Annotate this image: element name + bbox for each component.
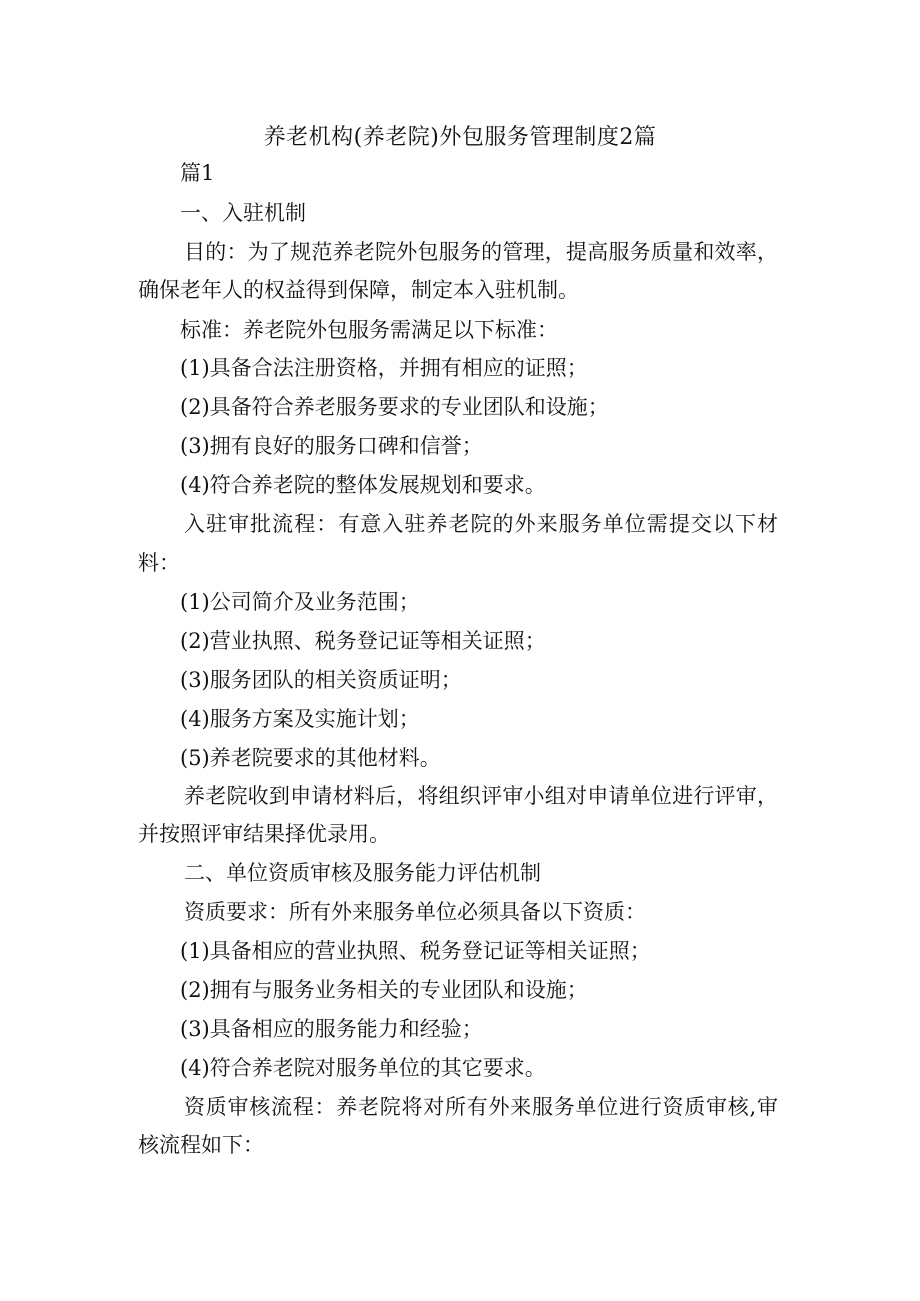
- approval-paragraph-line1: 入驻审批流程：有意入驻养老院的外来服务单位需提交以下材: [184, 512, 778, 536]
- purpose-paragraph-line2: 确保老年人的权益得到保障，制定本入驻机制。: [138, 278, 579, 302]
- requirement-item: (2)拥有与服务业务相关的专业团队和设施；: [180, 978, 588, 1002]
- audit-paragraph-line2: 核流程如下：: [138, 1133, 264, 1157]
- requirement-item: (1)具备相应的营业执照、税务登记证等相关证照；: [180, 939, 651, 963]
- review-paragraph-line2: 并按照评审结果择优录用。: [138, 822, 390, 846]
- requirement-item: (3)具备相应的服务能力和经验；: [180, 1017, 483, 1041]
- requirement-intro: 资质要求：所有外来服务单位必须具备以下资质：: [184, 900, 646, 924]
- material-item: (5)养老院要求的其他材料。: [180, 746, 441, 770]
- requirement-item: (4)符合养老院对服务单位的其它要求。: [180, 1056, 546, 1080]
- audit-paragraph-line1: 资质审核流程：养老院将对所有外来服务单位进行资质审核,审: [184, 1095, 778, 1119]
- material-item: (2)营业执照、税务登记证等相关证照；: [180, 629, 546, 653]
- material-item: (1)公司简介及业务范围；: [180, 590, 420, 614]
- standard-intro: 标准：养老院外包服务需满足以下标准：: [180, 318, 558, 342]
- chapter-label: 篇1: [180, 161, 215, 185]
- document-title: 养老机构(养老院)外包服务管理制度2篇: [263, 125, 657, 150]
- standard-item: (2)具备符合养老服务要求的专业团队和设施；: [180, 395, 609, 419]
- review-paragraph-line1: 养老院收到申请材料后，将组织评审小组对申请单位进行评审，: [184, 784, 778, 808]
- approval-paragraph-line2: 料：: [138, 551, 180, 575]
- material-item: (3)服务团队的相关资质证明；: [180, 668, 462, 692]
- standard-item: (3)拥有良好的服务口碑和信誉；: [180, 434, 483, 458]
- standard-item: (4)符合养老院的整体发展规划和要求。: [180, 473, 546, 497]
- standard-item: (1)具备合法注册资格，并拥有相应的证照；: [180, 356, 588, 380]
- purpose-paragraph-line1: 目的：为了规范养老院外包服务的管理，提高服务质量和效率，: [184, 240, 778, 264]
- material-item: (4)服务方案及实施计划；: [180, 707, 420, 731]
- section1-heading: 一、入驻机制: [180, 201, 306, 225]
- section2-heading: 二、单位资质审核及服务能力评估机制: [184, 861, 541, 885]
